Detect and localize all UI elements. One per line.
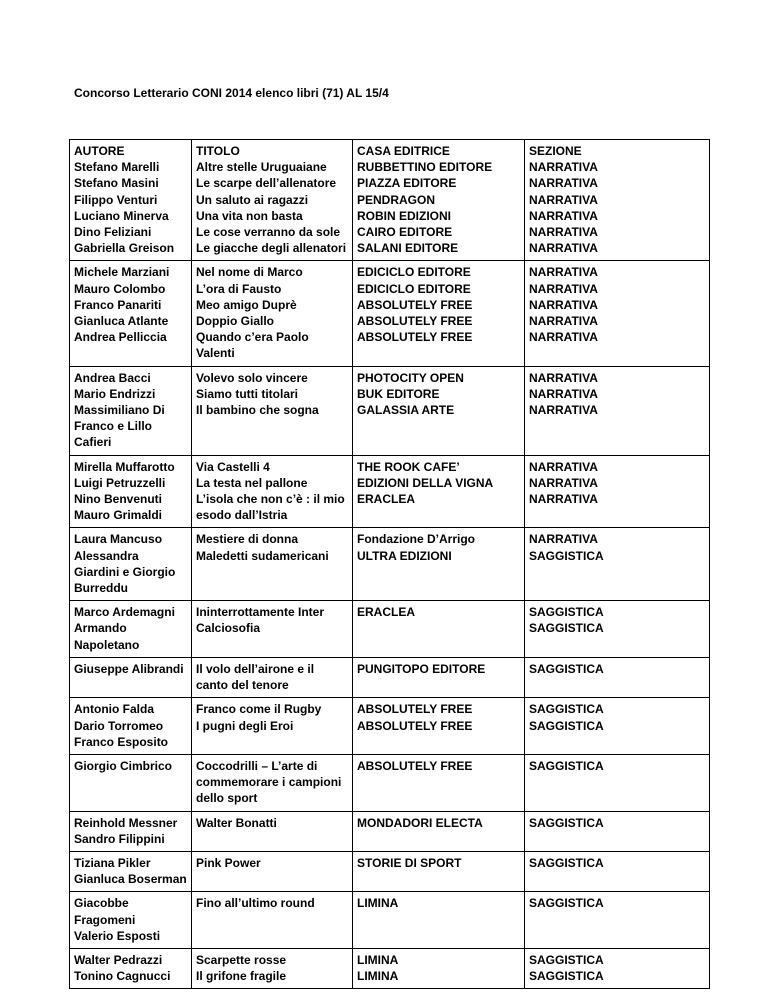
- sezione-entry: SAGGISTICA: [529, 605, 604, 620]
- titolo-entry: Ininterrottamente Inter: [196, 605, 325, 620]
- autore-entry: Nino Benvenuti: [74, 492, 163, 507]
- cell-sezione: [525, 528, 710, 601]
- autore-entry: Mirella Muffarotto: [74, 459, 175, 474]
- editore-entry: STORIE DI SPORT: [357, 855, 462, 870]
- cell-editore: [353, 851, 525, 891]
- titolo-entry: Coccodrilli – L’arte di commemorare i campioni dello sport: [196, 758, 342, 806]
- cell-autore: [70, 892, 192, 949]
- cell-autore: [70, 140, 192, 261]
- sezione-entry: SAGGISTICA: [529, 815, 604, 830]
- cell-editore: [353, 455, 525, 528]
- cell-titolo: [192, 948, 353, 988]
- sezione-entry: NARRATIVA: [529, 314, 598, 329]
- sezione-entry: SEZIONE: [529, 144, 582, 158]
- cell-editore: [353, 601, 525, 658]
- sezione-entry: NARRATIVA: [529, 330, 598, 345]
- autore-entry: Mauro Grimaldi: [74, 508, 163, 523]
- titolo-entry: Il grifone fragile: [196, 969, 287, 984]
- titolo-entry: Franco come il Rugby: [196, 702, 322, 717]
- sezione-entry: NARRATIVA: [529, 532, 598, 547]
- cell-sezione: [525, 455, 710, 528]
- cell-sezione: [525, 811, 710, 851]
- sezione-entry: SAGGISTICA: [529, 758, 604, 773]
- autore-entry: Marco Ardemagni: [74, 605, 175, 620]
- titolo-entry: Nel nome di Marco: [196, 265, 303, 280]
- sezione-entry: SAGGISTICA: [529, 548, 604, 563]
- cell-autore: [70, 601, 192, 658]
- editore-entry: PUNGITOPO EDITORE: [357, 661, 486, 676]
- cell-titolo: [192, 657, 353, 697]
- autore-entry: AUTORE: [74, 144, 125, 158]
- cell-titolo: [192, 892, 353, 949]
- titolo-entry: Le scarpe dell’allenatore: [196, 176, 337, 191]
- editore-entry: EDIZIONI DELLA VIGNA: [357, 475, 494, 490]
- editore-entry: RUBBETTINO EDITORE: [357, 160, 493, 175]
- document-title: Concorso Letterario CONI 2014 elenco libri (71) AL 15/4: [74, 86, 389, 100]
- sezione-entry: SAGGISTICA: [529, 621, 604, 636]
- titolo-entry: Il volo dell’airone e il canto del tenore: [196, 661, 315, 693]
- table-row: [70, 455, 710, 528]
- cell-sezione: [525, 698, 710, 755]
- cell-sezione: [525, 657, 710, 697]
- autore-entry: Andrea Bacci: [74, 370, 151, 385]
- autore-entry: Gianluca Boserman: [74, 872, 187, 887]
- sezione-entry: SAGGISTICA: [529, 661, 604, 676]
- editore-entry: ABSOLUTELY FREE: [357, 758, 473, 773]
- cell-autore: [70, 851, 192, 891]
- autore-entry: Walter Pedrazzi: [74, 952, 163, 967]
- cell-titolo: [192, 140, 353, 261]
- table-row: [70, 601, 710, 658]
- sezione-entry: SAGGISTICA: [529, 952, 604, 967]
- cell-autore: [70, 528, 192, 601]
- sezione-entry: NARRATIVA: [529, 241, 598, 256]
- titolo-entry: L’isola che non c’è : il mio esodo dall’Istria: [196, 492, 345, 523]
- cell-autore: [70, 657, 192, 697]
- autore-entry: Gianluca Atlante: [74, 314, 169, 329]
- books-table: [69, 139, 710, 989]
- cell-titolo: [192, 261, 353, 366]
- titolo-entry: Siamo tutti titolari: [196, 386, 298, 401]
- cell-editore: [353, 366, 525, 455]
- autore-entry: Filippo Venturi: [74, 192, 158, 207]
- editore-entry: LIMINA: [357, 896, 399, 911]
- cell-autore: [70, 455, 192, 528]
- autore-entry: Dino Feliziani: [74, 225, 152, 240]
- cell-titolo: [192, 455, 353, 528]
- editore-entry: ROBIN EDIZIONI: [357, 208, 452, 223]
- autore-entry: Massimiliano Di Franco e Lillo Cafieri: [74, 403, 165, 450]
- table-row: [70, 698, 710, 755]
- cell-sezione: [525, 851, 710, 891]
- autore-entry: Andrea Pelliccia: [74, 330, 167, 345]
- cell-sezione: [525, 892, 710, 949]
- editore-entry: EDICICLO EDITORE: [357, 281, 471, 296]
- editore-entry: ABSOLUTELY FREE: [357, 330, 473, 345]
- editore-entry: ULTRA EDIZIONI: [357, 548, 452, 563]
- sezione-entry: NARRATIVA: [529, 208, 598, 223]
- table-row: [70, 140, 710, 261]
- autore-entry: Luciano Minerva: [74, 208, 169, 223]
- editore-entry: LIMINA: [357, 969, 399, 984]
- editore-entry: CASA EDITRICE: [357, 144, 450, 158]
- editore-entry: MONDADORI ELECTA: [357, 815, 483, 830]
- cell-autore: [70, 261, 192, 366]
- cell-sezione: [525, 140, 710, 261]
- cell-titolo: [192, 851, 353, 891]
- autore-entry: Franco Esposito: [74, 734, 169, 749]
- table-row: [70, 948, 710, 988]
- editore-entry: GALASSIA ARTE: [357, 403, 455, 418]
- titolo-entry: Scarpette rosse: [196, 952, 287, 967]
- cell-titolo: [192, 366, 353, 455]
- sezione-entry: SAGGISTICA: [529, 969, 604, 984]
- titolo-entry: Walter Bonatti: [196, 815, 277, 830]
- autore-entry: Alessandra Giardini e Giorgio Burreddu: [74, 548, 176, 596]
- cell-titolo: [192, 528, 353, 601]
- sezione-entry: NARRATIVA: [529, 265, 598, 280]
- cell-sezione: [525, 366, 710, 455]
- cell-editore: [353, 811, 525, 851]
- cell-autore: [70, 948, 192, 988]
- table-row: [70, 851, 710, 891]
- editore-entry: PHOTOCITY OPEN: [357, 370, 464, 385]
- autore-entry: Armando Napoletano: [74, 621, 140, 652]
- editore-entry: BUK EDITORE: [357, 386, 440, 401]
- titolo-entry: Doppio Giallo: [196, 314, 274, 329]
- titolo-entry: Una vita non basta: [196, 208, 303, 223]
- autore-entry: Laura Mancuso: [74, 532, 163, 547]
- autore-entry: Sandro Filippini: [74, 831, 165, 846]
- sezione-entry: NARRATIVA: [529, 386, 598, 401]
- sezione-entry: NARRATIVA: [529, 459, 598, 474]
- cell-sezione: [525, 261, 710, 366]
- cell-editore: [353, 892, 525, 949]
- cell-editore: [353, 261, 525, 366]
- autore-entry: Antonio Falda: [74, 702, 154, 717]
- autore-entry: Dario Torromeo: [74, 718, 164, 733]
- titolo-entry: Maledetti sudamericani: [196, 548, 329, 563]
- autore-entry: Tiziana Pikler: [74, 855, 151, 870]
- titolo-entry: Un saluto ai ragazzi: [196, 192, 309, 207]
- table-row: [70, 528, 710, 601]
- cell-editore: [353, 948, 525, 988]
- titolo-entry: Fino all’ultimo round: [196, 896, 315, 911]
- titolo-entry: L’ora di Fausto: [196, 281, 282, 296]
- table-row: [70, 811, 710, 851]
- cell-autore: [70, 366, 192, 455]
- editore-entry: THE ROOK CAFE’: [357, 459, 460, 474]
- autore-entry: Mario Endrizzi: [74, 386, 156, 401]
- table-row: [70, 261, 710, 366]
- sezione-entry: NARRATIVA: [529, 192, 598, 207]
- cell-autore: [70, 698, 192, 755]
- autore-entry: Giorgio Cimbrico: [74, 758, 173, 773]
- editore-entry: ABSOLUTELY FREE: [357, 702, 473, 717]
- cell-editore: [353, 754, 525, 811]
- sezione-entry: SAGGISTICA: [529, 896, 604, 911]
- cell-autore: [70, 811, 192, 851]
- cell-editore: [353, 698, 525, 755]
- sezione-entry: NARRATIVA: [529, 225, 598, 240]
- titolo-entry: Meo amigo Duprè: [196, 297, 297, 312]
- cell-titolo: [192, 754, 353, 811]
- autore-entry: Giacobbe Fragomeni: [74, 896, 136, 927]
- sezione-entry: NARRATIVA: [529, 160, 598, 175]
- titolo-entry: Mestiere di donna: [196, 532, 299, 547]
- titolo-entry: Pink Power: [196, 855, 261, 870]
- sezione-entry: NARRATIVA: [529, 176, 598, 191]
- autore-entry: Mauro Colombo: [74, 281, 166, 296]
- cell-titolo: [192, 601, 353, 658]
- cell-sezione: [525, 601, 710, 658]
- cell-editore: [353, 140, 525, 261]
- titolo-entry: Calciosofia: [196, 621, 261, 636]
- titolo-entry: Altre stelle Uruguaiane: [196, 160, 327, 175]
- editore-entry: SALANI EDITORE: [357, 241, 459, 256]
- cell-titolo: [192, 811, 353, 851]
- table-row: [70, 892, 710, 949]
- table-row: [70, 754, 710, 811]
- editore-entry: ABSOLUTELY FREE: [357, 297, 473, 312]
- cell-sezione: [525, 754, 710, 811]
- titolo-entry: Quando c’era Paolo Valenti: [196, 330, 309, 361]
- titolo-entry: Il bambino che sogna: [196, 403, 319, 418]
- titolo-entry: Le giacche degli allenatori: [196, 241, 347, 256]
- autore-entry: Giuseppe Alibrandi: [74, 661, 184, 676]
- sezione-entry: NARRATIVA: [529, 475, 598, 490]
- cell-editore: [353, 528, 525, 601]
- editore-entry: PIAZZA EDITORE: [357, 176, 457, 191]
- autore-entry: Valerio Esposti: [74, 928, 161, 943]
- autore-entry: Luigi Petruzzelli: [74, 475, 166, 490]
- editore-entry: ABSOLUTELY FREE: [357, 314, 473, 329]
- sezione-entry: NARRATIVA: [529, 281, 598, 296]
- sezione-entry: NARRATIVA: [529, 403, 598, 418]
- cell-autore: [70, 754, 192, 811]
- titolo-entry: TITOLO: [196, 144, 240, 158]
- editore-entry: Fondazione D’Arrigo: [357, 532, 475, 547]
- titolo-entry: La testa nel pallone: [196, 475, 308, 490]
- sezione-entry: SAGGISTICA: [529, 855, 604, 870]
- editore-entry: ERACLEA: [357, 492, 416, 507]
- autore-entry: Gabriella Greison: [74, 241, 175, 256]
- titolo-entry: Volevo solo vincere: [196, 370, 308, 385]
- editore-entry: LIMINA: [357, 952, 399, 967]
- autore-entry: Stefano Marelli: [74, 160, 160, 175]
- editore-entry: EDICICLO EDITORE: [357, 265, 471, 280]
- table-row: [70, 657, 710, 697]
- cell-sezione: [525, 948, 710, 988]
- sezione-entry: SAGGISTICA: [529, 702, 604, 717]
- autore-entry: Tonino Cagnucci: [74, 969, 171, 984]
- sezione-entry: NARRATIVA: [529, 297, 598, 312]
- cell-titolo: [192, 698, 353, 755]
- editore-entry: CAIRO EDITORE: [357, 225, 453, 240]
- editore-entry: PENDRAGON: [357, 192, 436, 207]
- titolo-entry: Via Castelli 4: [196, 459, 270, 474]
- editore-entry: ABSOLUTELY FREE: [357, 718, 473, 733]
- sezione-entry: NARRATIVA: [529, 492, 598, 507]
- editore-entry: ERACLEA: [357, 605, 416, 620]
- cell-editore: [353, 657, 525, 697]
- autore-entry: Michele Marziani: [74, 265, 170, 280]
- sezione-entry: SAGGISTICA: [529, 718, 604, 733]
- autore-entry: Stefano Masini: [74, 176, 159, 191]
- titolo-entry: I pugni degli Eroi: [196, 718, 294, 733]
- sezione-entry: NARRATIVA: [529, 370, 598, 385]
- titolo-entry: Le cose verranno da sole: [196, 225, 341, 240]
- autore-entry: Franco Panariti: [74, 297, 162, 312]
- table-row: [70, 366, 710, 455]
- autore-entry: Reinhold Messner: [74, 815, 178, 830]
